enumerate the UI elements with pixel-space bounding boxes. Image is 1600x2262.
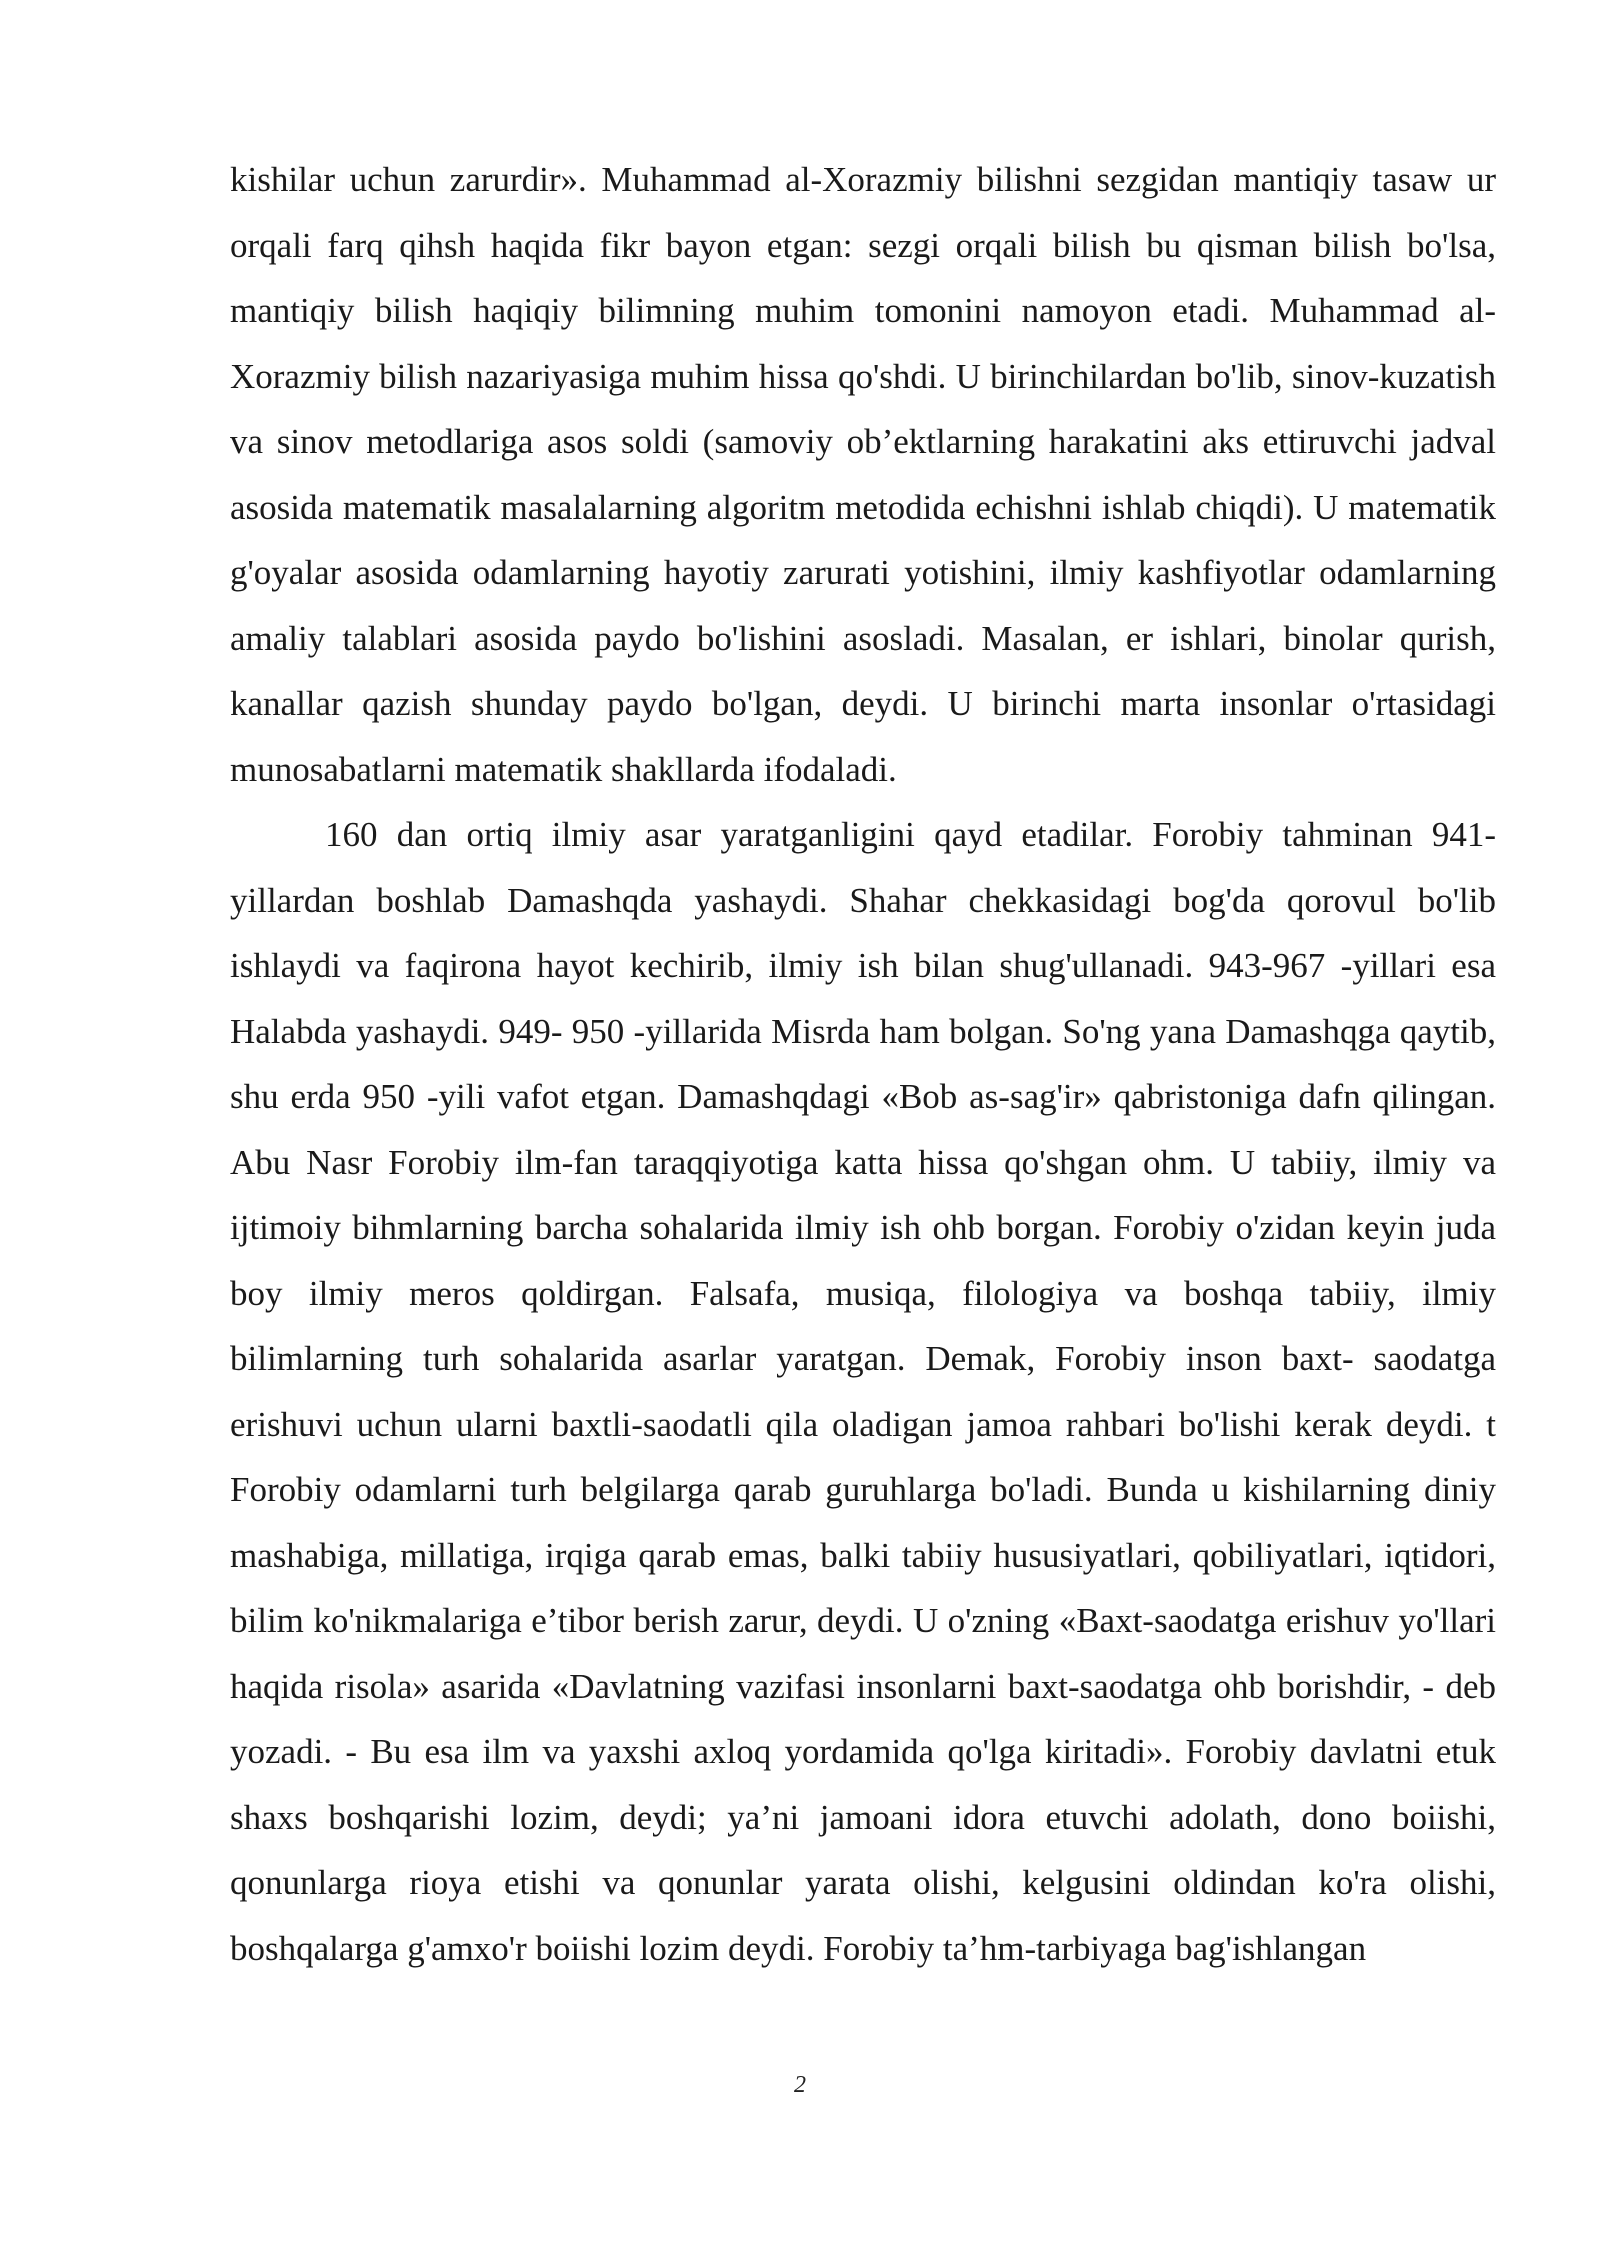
page-number: 2: [794, 2072, 806, 2098]
paragraph-2: 160 dan ortiq ilmiy asar yaratganligini qayd etadilar. Forobiy tahminan 941-yillardan boshlab Damashqda yashaydi. Shahar chekkasidagi bog'da qorovul bo'lib ishlaydi va faqirona hayot kechirib, ilmiy ish bilan shug'ullanadi. 943-967 -yillari esa Halabda yashaydi. 949- 950 -yillarida Misrda ham bolgan. So'ng yana Damashqga qaytib, shu erda 950 -yili vafot etgan. Damashqdagi «Bob as-sag'ir» qabristoniga dafn qilingan. Abu Nasr Forobiy ilm-fan taraqqiyotiga katta hissa qo'shgan ohm. U tabiiy, ilmiy va ijtimoiy bihmlarning barcha sohalarida ilmiy ish ohb borgan. Forobiy o'zidan keyin juda boy ilmiy meros qoldirgan. Falsafa, musiqa, filologiya va boshqa tabiiy, ilmiy bilimlarning turh sohalarida asarlar yaratgan. Demak, Forobiy inson baxt- saodatga erishuvi uchun ularni baxtli-saodatli qila oladigan jamoa rahbari bo'lishi kerak deydi. t Forobiy odamlarni turh belgilarga qarab guruhlarga bo'ladi. Bunda u kishilarning diniy mashabiga, millatiga, irqiga qarab emas, balki tabiiy hususiyatlari, qobiliyatlari, iqtidori, bilim ko'nikmalariga e’tibor berish zarur, deydi. U o'zning «Baxt-saodatga erishuv yo'llari haqida risola» asarida «Davlatning vazifasi insonlarni baxt-saodatga ohb borishdir, - deb yozadi. - Bu esa ilm va yaxshi axloq yordamida qo'lga kiritadi». Forobiy davlatni etuk shaxs boshqarishi lozim, deydi; ya’ni jamoani idora etuvchi adolath, dono boiishi, qonunlarga rioya etishi va qonunlar yarata olishi, kelgusini oldindan ko'ra olishi, boshqalarga g'amxo'r boiishi lozim deydi. Forobiy ta’hm-tarbiyaga bag'ishlangan: [230, 815, 1496, 1968]
body-text: [230, 147, 1496, 1981]
paragraph-1: kishilar uchun zarurdir». Muhammad al-Xorazmiy bilishni sezgidan mantiqiy tasaw ur orqali farq qihsh haqida fikr bayon etgan: sezgi orqali bilish bu qisman bilish bo'lsa, mantiqiy bilish haqiqiy bilimning muhim tomonini namoyon etadi. Muhammad al-Xorazmiy bilish nazariyasiga muhim hissa qo'shdi. U birinchilardan bo'lib, sinov-kuzatish va sinov metodlariga asos soldi (samoviy ob’ektlarning harakatini aks ettiruvchi jadval asosida matematik masalalarning algoritm metodida echishni ishlab chiqdi). U matematik g'oyalar asosida odamlarning hayotiy zarurati yotishini, ilmiy kashfiyotlar odamlarning amaliy talablari asosida paydo bo'lishini asosladi. Masalan, er ishlari, binolar qurish, kanallar qazish shunday paydo bo'lgan, deydi. U birinchi marta insonlar o'rtasidagi munosabatlarni matematik shakllarda ifodaladi.: [230, 160, 1496, 789]
